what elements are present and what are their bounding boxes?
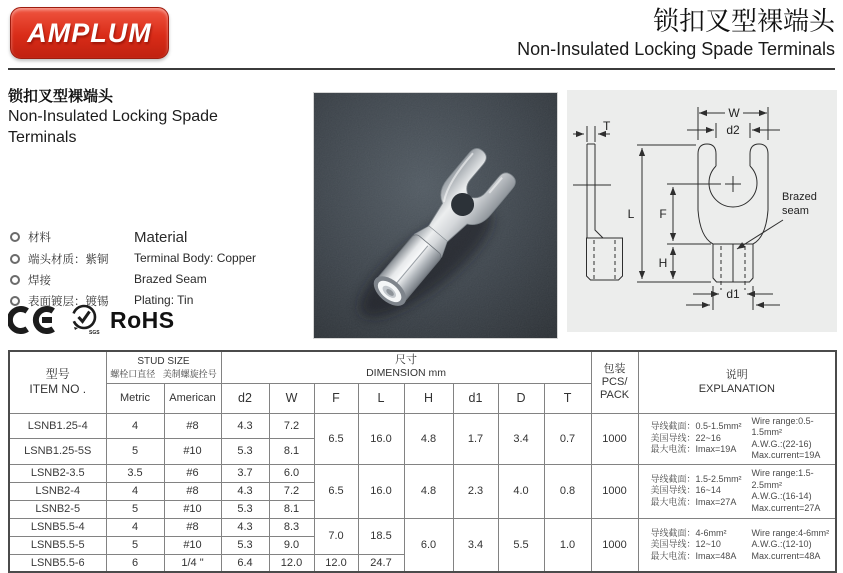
dimension-diagram — [567, 90, 837, 332]
spec-table — [8, 350, 837, 573]
ce-mark-icon — [8, 305, 58, 335]
table-row: LSNB5.5-5 5 #10 5.3 9.0 — [9, 536, 836, 554]
material-label-zh: 端头材质：紫铜 — [28, 254, 109, 266]
table-row: LSNB5.5-6 6 1/4 " 6.4 12.0 12.0 24.7 — [9, 554, 836, 572]
material-row — [8, 251, 308, 267]
material-label-en: Material — [134, 229, 188, 246]
svg-text:SGS: SGS — [89, 330, 100, 336]
dim-label-W: W — [728, 106, 740, 120]
page-title-zh: 锁扣叉型裸端头 — [652, 6, 835, 36]
col-header-pack: 包装 PCS/ PACK — [591, 351, 638, 413]
product-photo — [313, 92, 558, 339]
explanation-cell: 导线截面：0.5-1.5mm² 美国导线：22~16 最大电流：Imax=19A Wire range:0.5-1.5mm² A.W.G.:(22-16) Max.current=19A — [638, 413, 836, 464]
col-header-W: W — [269, 383, 314, 413]
cell-item-no: LSNB5.5-5 — [9, 536, 106, 554]
dim-label-T: T — [603, 119, 611, 133]
rohs-label: RoHS — [110, 306, 175, 333]
col-header-d1: d1 — [453, 383, 498, 413]
materials-list — [8, 229, 308, 314]
dim-label-H: H — [658, 256, 668, 270]
explanation-cell: 导线截面：4-6mm² 美国导线：12~10 最大电流：Imax=48A Wire range:4-6mm² A.W.G.:(12-10) Max.current=48A — [638, 518, 836, 572]
table-row: LSNB2-5 5 #10 5.3 8.1 — [9, 500, 836, 518]
material-label-zh: 材料 — [28, 232, 51, 244]
col-header-item-no: 型号 ITEM NO . — [9, 351, 106, 413]
intro-title-en-2: Terminals — [8, 129, 77, 146]
table-row: LSNB1.25-4 4 #8 4.3 7.2 6.5 16.0 4.8 1.7 3.4 0.7 1000 导线截面：0.5-1.5mm² 美国导线：22~16 最大电流：Imax=19A Wire range:0.5-1.5mm² A.W.G.:(22-16) Max.current=19A — [9, 413, 836, 439]
intro-title-en-1: Non-Insulated Locking Spade — [8, 108, 218, 125]
col-header-stud-size: STUD SIZE 螺栓口直径 美制螺旋拴号 — [106, 351, 221, 383]
brand-logo — [10, 7, 169, 59]
cell-item-no: LSNB1.25-4 — [9, 413, 106, 439]
dim-label-L: L — [627, 207, 635, 221]
table-row: LSNB1.25-5S 5 #10 5.3 8.1 — [9, 439, 836, 465]
col-header-L: L — [358, 383, 404, 413]
material-label-en: Brazed Seam — [134, 272, 207, 286]
bullet-icon — [10, 232, 20, 242]
sgs-mark-icon — [68, 303, 100, 337]
material-row — [8, 272, 308, 288]
col-header-metric: Metric — [106, 383, 164, 413]
certification-row — [8, 303, 175, 337]
dim-label-F: F — [659, 207, 667, 221]
bullet-icon — [10, 275, 20, 285]
material-label-zh: 表面镀层：镀锡 — [28, 296, 109, 308]
dim-label-d1: d1 — [726, 287, 740, 301]
col-header-D: D — [498, 383, 544, 413]
col-header-H: H — [404, 383, 453, 413]
material-row — [8, 229, 308, 246]
material-label-en: Plating: Tin — [134, 293, 194, 307]
table-row: LSNB2-4 4 #8 4.3 7.2 — [9, 482, 836, 500]
svg-text:seam: seam — [782, 205, 809, 217]
brazed-seam-label: Brazed — [782, 191, 817, 203]
intro-block — [8, 85, 308, 148]
col-header-d2: d2 — [221, 383, 269, 413]
cell-item-no: LSNB1.25-5S — [9, 439, 106, 465]
intro-title-zh: 锁扣叉型裸端头 — [8, 88, 114, 105]
header-divider — [8, 68, 835, 70]
table-row: LSNB5.5-4 4 #8 4.3 8.3 7.0 18.5 6.0 3.4 5.5 1.0 1000 导线截面：4-6mm² 美国导线：12~10 最大电流：Imax=48A Wire range:4-6mm² A.W.G.:(12-10) Max.current=48A — [9, 518, 836, 536]
cell-item-no: LSNB2-3.5 — [9, 464, 106, 482]
page-header — [517, 5, 835, 61]
page-title-en: Non-Insulated Locking Spade Terminals — [517, 39, 835, 59]
explanation-cell: 导线截面：1.5-2.5mm² 美国导线：16~14 最大电流：Imax=27A Wire range:1.5-2.5mm² A.W.G.:(16-14) Max.current=27A — [638, 464, 836, 518]
bullet-icon — [10, 254, 20, 264]
dim-label-d2: d2 — [726, 123, 740, 137]
col-header-dimension: 尺寸 DIMENSION mm — [221, 351, 591, 383]
diagram-svg — [567, 90, 837, 332]
col-header-american: American — [164, 383, 221, 413]
cell-item-no: LSNB5.5-6 — [9, 554, 106, 572]
material-label-en: Terminal Body: Copper — [134, 251, 257, 265]
cell-item-no: LSNB5.5-4 — [9, 518, 106, 536]
col-header-F: F — [314, 383, 358, 413]
cell-item-no: LSNB2-5 — [9, 500, 106, 518]
spade-terminal-image — [314, 93, 557, 338]
material-label-zh: 焊接 — [28, 275, 51, 287]
brand-logo-text: AMPLUM — [27, 17, 152, 48]
col-header-T: T — [544, 383, 591, 413]
table-row: LSNB2-3.5 3.5 #6 3.7 6.0 6.5 16.0 4.8 2.3 4.0 0.8 1000 导线截面：1.5-2.5mm² 美国导线：16~14 最大电流：Imax=27A Wire range:1.5-2.5mm² A.W.G.:(16-14) Max.current=27A — [9, 464, 836, 482]
cell-item-no: LSNB2-4 — [9, 482, 106, 500]
col-header-explanation: 说明 EXPLANATION — [638, 351, 836, 413]
